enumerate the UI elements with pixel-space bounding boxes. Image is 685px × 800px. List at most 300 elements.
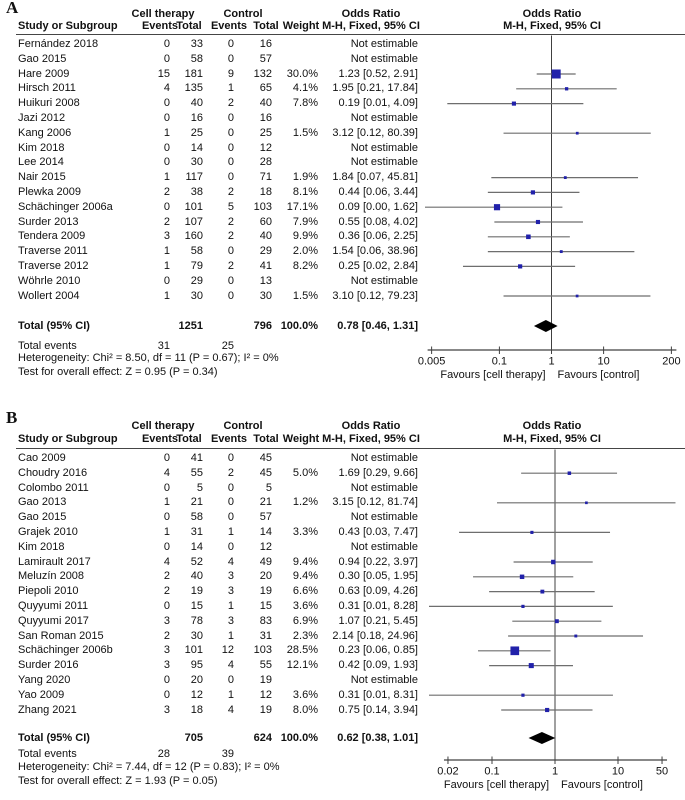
cell-or_ci: Not estimable [350, 38, 418, 50]
cell-weight [272, 451, 318, 466]
cell-t1: 160 [184, 230, 203, 243]
cell-weight: 5.0% [292, 466, 318, 479]
cell-e1: 3 [163, 703, 170, 716]
col-events-cell: Events [141, 20, 179, 32]
axis-tick-label: 10 [611, 765, 625, 778]
forest-plot [420, 400, 685, 800]
cell-weight: 6.6% [292, 585, 318, 598]
cell-weight [272, 111, 318, 126]
cell-or_ci: 0.94 [0.22, 3.97] [338, 555, 418, 568]
total-events-cell: 31 [157, 340, 170, 352]
cell-t1: 15 [190, 599, 203, 612]
cell-or_ci: Not estimable [350, 111, 418, 124]
study-row [0, 155, 436, 170]
cell-t2: 103 [253, 200, 272, 213]
cell-t2: 19 [259, 585, 272, 598]
study-row [0, 111, 436, 126]
cell-t2: 21 [259, 496, 272, 509]
study-row [0, 510, 436, 525]
pooled-diamond [529, 732, 556, 744]
or-marker [576, 295, 579, 298]
cell-t1: 40 [190, 97, 203, 110]
cell-e2: 1 [227, 688, 234, 701]
study-row [0, 643, 436, 658]
study-rows [0, 37, 420, 303]
favours-left-label: Favours [cell therapy] [443, 779, 549, 791]
or-marker [540, 590, 544, 594]
cell-t1: 101 [184, 200, 203, 213]
study-row [0, 481, 436, 496]
cell-t2: 15 [259, 599, 272, 612]
col-events-cell: Events [141, 433, 179, 445]
cell-weight [272, 141, 318, 156]
cell-e1: 0 [163, 111, 170, 124]
total-weight: 100.0% [280, 732, 318, 744]
col-group-odds-ratio: Odds Ratio [341, 420, 401, 432]
study-rows [0, 451, 420, 717]
cell-t2: 55 [259, 659, 272, 672]
cell-name: Traverse 2012 [18, 259, 89, 272]
cell-t1: 40 [190, 570, 203, 583]
cell-name: Zhang 2021 [18, 703, 77, 716]
study-row [0, 81, 436, 96]
cell-t1: 79 [190, 259, 203, 272]
cell-or_ci: 1.69 [0.29, 9.66] [338, 466, 418, 479]
cell-name: Gao 2013 [18, 496, 67, 509]
cell-weight: 28.5% [286, 644, 318, 657]
cell-e2: 3 [227, 570, 234, 583]
cell-t1: 14 [190, 141, 203, 154]
favours-left-label: Favours [cell therapy] [440, 369, 546, 381]
cell-e1: 15 [157, 67, 170, 80]
axis-tick-label: 0.1 [491, 355, 508, 368]
cell-t2: 29 [259, 245, 272, 258]
forest-panel [0, 400, 685, 800]
cell-t2: 57 [259, 511, 272, 524]
cell-t1: 30 [190, 289, 203, 302]
cell-t1: 58 [190, 511, 203, 524]
study-row [0, 185, 436, 200]
cell-e2: 2 [227, 185, 234, 198]
cell-t1: 20 [190, 673, 203, 686]
cell-t2: 18 [259, 185, 272, 198]
cell-weight: 2.3% [292, 629, 318, 642]
cell-or_ci: Not estimable [350, 141, 418, 154]
cell-or_ci: 3.12 [0.12, 80.39] [332, 126, 418, 139]
cell-name: Wollert 2004 [18, 289, 80, 302]
total-label: Total (95% CI) [18, 320, 90, 332]
study-row [0, 451, 436, 466]
cell-or_ci: 1.84 [0.07, 45.81] [332, 171, 418, 184]
cell-name: Schächinger 2006b [18, 644, 113, 657]
axis-tick-label: 0.1 [484, 765, 500, 778]
cell-weight: 1.5% [292, 289, 318, 302]
cell-weight [272, 274, 318, 289]
study-row [0, 67, 436, 82]
cell-t2: 12 [259, 141, 272, 154]
cell-weight: 7.9% [292, 215, 318, 228]
study-row [0, 495, 436, 510]
col-group-cell-therapy: Cell therapy [131, 8, 195, 20]
study-row [0, 126, 436, 141]
cell-e2: 0 [227, 38, 234, 50]
forest-plot [417, 0, 685, 400]
cell-weight: 8.1% [292, 185, 318, 198]
panel-label: B [6, 408, 18, 427]
cell-t2: 25 [259, 126, 272, 139]
cell-e2: 3 [227, 585, 234, 598]
cell-e2: 3 [227, 614, 234, 627]
cell-weight [272, 510, 318, 525]
cell-name: Kim 2018 [18, 141, 65, 154]
cell-t2: 45 [259, 452, 272, 464]
total-label: Total (95% CI) [18, 732, 90, 744]
cell-weight: 9.4% [292, 555, 318, 568]
total-events-label: Total events [18, 340, 77, 352]
cell-t2: 40 [259, 230, 272, 243]
cell-e2: 0 [227, 171, 234, 184]
cell-weight: 1.9% [292, 171, 318, 184]
cell-or_ci: 3.15 [0.12, 81.74] [332, 496, 418, 509]
cell-t2: 14 [259, 525, 272, 538]
or-marker [560, 250, 563, 253]
study-row [0, 52, 436, 67]
cell-e1: 0 [163, 673, 170, 686]
col-study: Study or Subgroup [18, 20, 118, 32]
cell-name: Cao 2009 [18, 452, 66, 464]
cell-weight: 30.0% [286, 67, 318, 80]
cell-name: Choudry 2016 [18, 466, 88, 479]
study-row [0, 599, 436, 614]
cell-name: Hirsch 2011 [18, 82, 76, 95]
cell-t1: 95 [190, 659, 203, 672]
cell-or_ci: 0.42 [0.09, 1.93] [338, 659, 418, 672]
heterogeneity-text: Heterogeneity: Chi² = 8.50, df = 11 (P = 0.67); I² = 0% [18, 352, 279, 364]
cell-t2: 83 [259, 614, 272, 627]
cell-e2: 4 [227, 659, 234, 672]
cell-name: Tendera 2009 [18, 230, 86, 243]
study-row [0, 525, 436, 540]
cell-t1: 30 [190, 629, 203, 642]
total-events-cell: 28 [157, 748, 170, 760]
total-row [0, 319, 436, 334]
total-weight: 100.0% [280, 320, 318, 332]
cell-e1: 1 [163, 259, 170, 272]
study-row [0, 229, 436, 244]
cell-name: Yao 2009 [18, 688, 65, 701]
cell-or_ci: 0.30 [0.05, 1.95] [338, 570, 418, 583]
cell-e1: 3 [163, 644, 170, 657]
study-row [0, 658, 436, 673]
or-marker [529, 663, 534, 668]
cell-e1: 0 [163, 274, 170, 287]
cell-t2: 16 [259, 38, 272, 50]
cell-e1: 0 [163, 156, 170, 169]
cell-e1: 0 [163, 540, 170, 553]
cell-t1: 117 [185, 171, 203, 184]
col-study: Study or Subgroup [18, 433, 118, 445]
cell-e2: 0 [227, 111, 234, 124]
cell-t2: 41 [259, 259, 272, 272]
cell-name: Piepoli 2010 [18, 585, 79, 598]
cell-e2: 2 [227, 215, 234, 228]
cell-e1: 0 [163, 599, 170, 612]
col-events-control: Events [210, 433, 248, 445]
total-cell-n: 705 [184, 732, 203, 744]
cell-t2: 12 [259, 540, 272, 553]
axis-tick-label: 0.02 [437, 765, 459, 778]
cell-e2: 0 [227, 245, 234, 258]
cell-or_ci: Not estimable [350, 481, 418, 494]
cell-e2: 4 [227, 555, 234, 568]
cell-name: Gao 2015 [18, 52, 67, 65]
axis-tick-label: 1 [548, 355, 555, 368]
col-group-odds-ratio: Odds Ratio [341, 8, 401, 20]
or-marker [520, 575, 524, 579]
col-events-control: Events [210, 20, 248, 32]
cell-weight: 6.9% [292, 614, 318, 627]
study-row [0, 614, 436, 629]
cell-name: Schächinger 2006a [18, 200, 113, 213]
axis-tick-label: 0.005 [417, 355, 446, 368]
cell-or_ci: 0.36 [0.06, 2.25] [338, 230, 418, 243]
cell-name: Kim 2018 [18, 540, 65, 553]
cell-name: Kang 2006 [18, 126, 72, 139]
or-marker [565, 87, 568, 90]
cell-name: Traverse 2011 [18, 245, 88, 258]
cell-e2: 0 [227, 673, 234, 686]
or-marker [568, 471, 572, 475]
study-row [0, 37, 436, 52]
cell-weight: 1.5% [292, 126, 318, 139]
total-or-ci: 0.78 [0.46, 1.31] [337, 320, 418, 332]
cell-e1: 4 [163, 82, 170, 95]
favours-right-label: Favours [control] [561, 779, 643, 791]
cell-weight: 17.1% [286, 200, 318, 213]
cell-t2: 71 [259, 171, 272, 184]
cell-e2: 1 [227, 599, 234, 612]
total-events-row [0, 747, 436, 762]
col-total-control: Total [253, 433, 279, 445]
cell-e1: 3 [163, 659, 170, 672]
cell-t1: 19 [190, 585, 203, 598]
cell-e1: 2 [163, 585, 170, 598]
study-row [0, 569, 436, 584]
or-marker [574, 635, 577, 638]
cell-name: Surder 2013 [18, 215, 79, 228]
total-cell-n: 1251 [178, 320, 203, 332]
cell-name: Grajek 2010 [18, 525, 78, 538]
panel-label: A [6, 0, 19, 17]
cell-name: Quyyumi 2017 [18, 614, 89, 627]
col-total-cell: Total [176, 20, 202, 32]
cell-weight: 1.2% [292, 496, 318, 509]
cell-weight: 8.2% [292, 259, 318, 272]
heterogeneity-text: Heterogeneity: Chi² = 7.44, df = 12 (P = 0.83); I² = 0% [18, 761, 280, 773]
cell-weight: 12.1% [286, 659, 318, 672]
cell-e1: 1 [163, 171, 170, 184]
cell-or_ci: Not estimable [350, 452, 418, 464]
total-events-label: Total events [18, 748, 77, 760]
cell-t2: 5 [265, 481, 272, 494]
cell-t1: 21 [190, 496, 203, 509]
cell-weight [272, 481, 318, 496]
cell-weight: 9.9% [292, 230, 318, 243]
cell-name: Jazi 2012 [18, 111, 66, 124]
plot-subtitle: M-H, Fixed, 95% CI [503, 20, 601, 32]
cell-t1: 101 [184, 644, 203, 657]
study-row [0, 555, 436, 570]
cell-or_ci: 0.44 [0.06, 3.44] [338, 185, 418, 198]
cell-weight: 3.6% [292, 599, 318, 612]
or-marker [512, 102, 516, 106]
cell-t1: 31 [190, 525, 203, 538]
cell-or_ci: Not estimable [350, 673, 418, 686]
or-marker [552, 70, 561, 79]
cell-t1: 41 [190, 452, 203, 464]
overall-effect-text: Test for overall effect: Z = 1.93 (P = 0.05) [18, 775, 218, 787]
total-control-n: 624 [253, 732, 272, 744]
col-total-cell: Total [176, 433, 202, 445]
cell-t2: 20 [259, 570, 272, 583]
col-or-ci: M-H, Fixed, 95% CI [322, 433, 420, 445]
cell-e2: 0 [227, 289, 234, 302]
cell-t1: 25 [190, 126, 203, 139]
study-row [0, 141, 436, 156]
axis-tick-label: 200 [662, 355, 681, 368]
cell-e2: 0 [227, 496, 234, 509]
cell-e1: 2 [163, 215, 170, 228]
cell-name: Colombo 2011 [18, 481, 89, 494]
favours-right-label: Favours [control] [557, 369, 640, 381]
cell-e1: 3 [163, 614, 170, 627]
or-marker [564, 176, 567, 179]
cell-e1: 2 [163, 629, 170, 642]
study-row [0, 584, 436, 599]
cell-e1: 1 [163, 289, 170, 302]
or-marker [531, 190, 535, 194]
cell-t1: 12 [190, 688, 203, 701]
cell-name: San Roman 2015 [18, 629, 104, 642]
col-group-control: Control [223, 420, 263, 432]
or-marker [518, 264, 522, 268]
cell-t1: 78 [190, 614, 203, 627]
cell-e1: 0 [163, 452, 170, 464]
cell-name: Hare 2009 [18, 67, 70, 80]
cell-e2: 0 [227, 141, 234, 154]
cell-t1: 30 [190, 156, 203, 169]
or-marker [585, 501, 588, 504]
col-weight: Weight [282, 20, 320, 32]
cell-e2: 1 [227, 525, 234, 538]
total-events-control: 39 [221, 748, 234, 760]
cell-t1: 29 [190, 274, 203, 287]
col-weight: Weight [282, 433, 320, 445]
cell-e2: 4 [227, 703, 234, 716]
cell-e1: 3 [163, 230, 170, 243]
cell-weight [272, 673, 318, 688]
cell-e1: 4 [163, 555, 170, 568]
study-row [0, 289, 436, 304]
cell-or_ci: 0.75 [0.14, 3.94] [338, 703, 418, 716]
cell-or_ci: 0.09 [0.00, 1.62] [338, 200, 418, 213]
cell-t2: 31 [259, 629, 272, 642]
cell-or_ci: 0.25 [0.02, 2.84] [338, 259, 418, 272]
total-control-n: 796 [253, 320, 272, 332]
cell-t1: 16 [190, 111, 203, 124]
cell-t2: 16 [259, 111, 272, 124]
or-marker [551, 560, 555, 564]
cell-or_ci: 0.19 [0.01, 4.09] [338, 97, 418, 110]
study-row [0, 466, 436, 481]
or-marker [494, 204, 500, 210]
cell-e2: 0 [227, 540, 234, 553]
cell-t2: 57 [259, 52, 272, 65]
cell-or_ci: 1.95 [0.21, 17.84] [332, 82, 418, 95]
cell-t1: 38 [190, 185, 203, 198]
cell-or_ci: 0.31 [0.01, 8.31] [338, 688, 418, 701]
cell-e2: 0 [227, 156, 234, 169]
cell-or_ci: Not estimable [350, 274, 418, 287]
cell-t2: 13 [259, 274, 272, 287]
cell-e2: 1 [227, 629, 234, 642]
cell-or_ci: Not estimable [350, 540, 418, 553]
cell-t2: 30 [259, 289, 272, 302]
cell-name: Plewka 2009 [18, 185, 81, 198]
cell-or_ci: 0.55 [0.08, 4.02] [338, 215, 418, 228]
cell-weight: 2.0% [292, 245, 318, 258]
or-marker [545, 708, 549, 712]
cell-t1: 33 [190, 38, 203, 50]
cell-t1: 14 [190, 540, 203, 553]
cell-t1: 58 [190, 245, 203, 258]
cell-name: Wöhrle 2010 [18, 274, 81, 287]
axis-tick-label: 1 [551, 765, 559, 778]
cell-t1: 55 [190, 466, 203, 479]
cell-e2: 2 [227, 230, 234, 243]
cell-or_ci: 0.31 [0.01, 8.28] [338, 599, 418, 612]
or-marker [521, 694, 524, 697]
cell-t2: 103 [253, 644, 272, 657]
cell-t2: 19 [259, 673, 272, 686]
pooled-diamond [534, 320, 558, 332]
cell-t2: 60 [259, 215, 272, 228]
cell-e1: 0 [163, 200, 170, 213]
cell-name: Huikuri 2008 [18, 97, 80, 110]
cell-t2: 65 [259, 82, 272, 95]
cell-e1: 1 [163, 496, 170, 509]
cell-e2: 0 [227, 52, 234, 65]
cell-t2: 45 [259, 466, 272, 479]
cell-e2: 0 [227, 126, 234, 139]
study-row [0, 540, 436, 555]
cell-e1: 0 [163, 688, 170, 701]
cell-t1: 181 [184, 67, 203, 80]
or-marker [521, 605, 524, 608]
cell-e2: 2 [227, 259, 234, 272]
cell-weight: 3.3% [292, 525, 318, 538]
cell-e2: 2 [227, 466, 234, 479]
cell-t1: 135 [184, 82, 203, 95]
cell-or_ci: 1.23 [0.52, 2.91] [338, 67, 418, 80]
cell-or_ci: 0.43 [0.03, 7.47] [338, 525, 418, 538]
cell-t1: 58 [190, 52, 203, 65]
cell-t2: 19 [259, 703, 272, 716]
study-row [0, 673, 436, 688]
cell-e2: 2 [227, 97, 234, 110]
cell-weight [272, 52, 318, 67]
study-row [0, 200, 436, 215]
